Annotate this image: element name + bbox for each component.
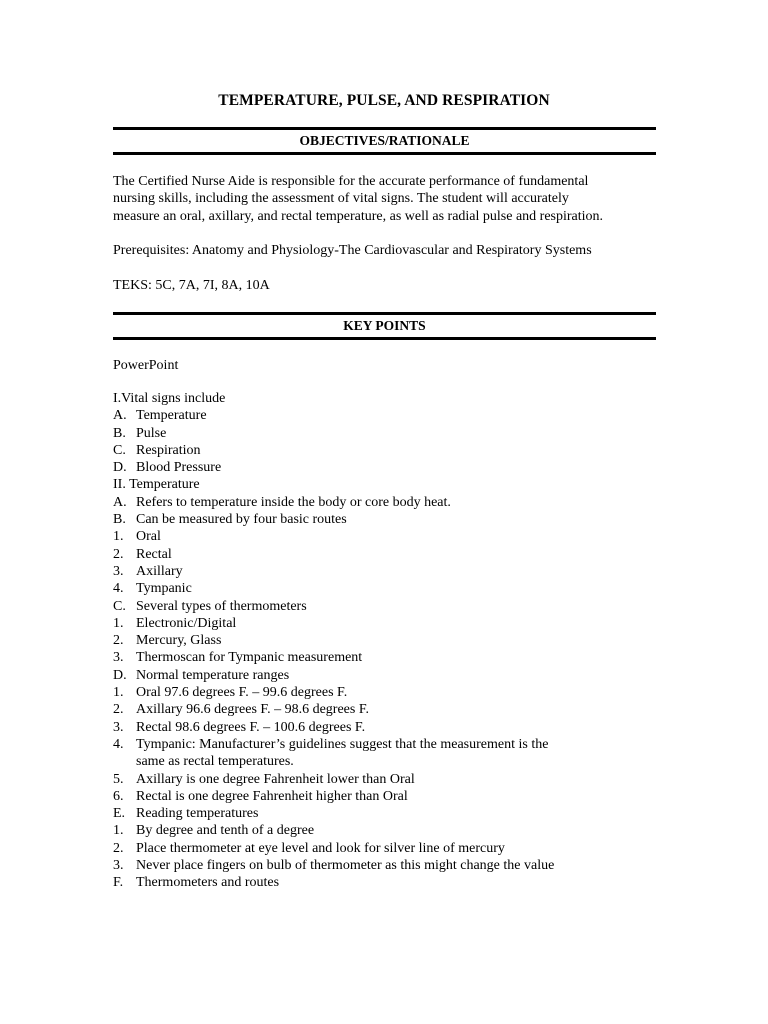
outline-text: Electronic/Digital [136,615,237,631]
objectives-band [113,127,656,155]
outline-item [113,684,658,701]
section-heading-key-points: KEY POINTS [343,318,426,333]
outline-marker: 2. [113,633,124,649]
intro-line: measure an oral, axillary, and rectal temperature, as well as radial pulse and respiration. [113,208,604,224]
outline-item [113,667,658,684]
outline-item [113,649,658,666]
outline-text: By degree and tenth of a degree [136,823,315,839]
outline-marker: A. [113,408,127,424]
outline-item [113,701,658,718]
page-title: TEMPERATURE, PULSE, AND RESPIRATION [218,92,550,109]
outline-marker: 1. [113,529,124,545]
outline-text: II. Temperature [113,477,200,493]
outline-text: Can be measured by four basic routes [136,512,347,528]
outline-text: Never place fingers on bulb of thermometer as this might change the value [136,858,555,874]
outline-text: Mercury, Glass [136,633,222,649]
outline-text: Axillary [136,563,183,579]
outline-item [113,511,658,528]
outline-item [113,632,658,649]
outline-text: Thermometers and routes [136,875,280,891]
outline-marker: 2. [113,840,124,856]
outline-marker: 4. [113,581,124,597]
key-points-outline [113,390,658,892]
outline-item [113,788,658,805]
outline-marker: 1. [113,615,124,631]
outline-text: Tympanic [136,581,192,597]
outline-item [113,494,658,511]
prerequisites-text: Prerequisites: Anatomy and Physiology-The Cardiovascular and Respiratory Systems [113,243,592,258]
outline-marker: D. [113,667,127,683]
teks-text: TEKS: 5C, 7A, 7I, 8A, 10A [113,278,270,293]
outline-text: Axillary is one degree Fahrenheit lower than Oral [136,771,415,787]
outline-item [113,407,658,424]
outline-text: Axillary 96.6 degrees F. – 98.6 degrees F. [136,702,369,718]
outline-text: Tympanic: Manufacturer’s guidelines suggest that the measurement is the [136,736,549,752]
outline-text: Several types of thermometers [136,598,307,614]
outline-marker: 3. [113,563,124,579]
outline-marker: 4. [113,736,124,752]
outline-marker: 3. [113,650,124,666]
outline-text: Normal temperature ranges [136,667,290,683]
outline-marker: 1. [113,823,124,839]
outline-text: Blood Pressure [136,460,222,476]
outline-marker: 2. [113,702,124,718]
powerpoint-label: PowerPoint [113,358,179,373]
outline-text: Respiration [136,442,201,458]
outline-marker: D. [113,460,127,476]
key-points-band [113,312,656,340]
outline-text: Oral [136,529,161,545]
outline-marker: 5. [113,771,124,787]
outline-item [113,580,658,597]
outline-marker: A. [113,494,127,510]
outline-item [113,771,658,788]
outline-item [113,736,658,753]
outline-text: same as rectal temperatures. [136,754,294,770]
outline-marker: 3. [113,719,124,735]
outline-item [113,719,658,736]
outline-text: Rectal [136,546,172,562]
outline-item [113,805,658,822]
outline-text: Oral 97.6 degrees F. – 99.6 degrees F. [136,685,348,701]
outline-item [113,822,658,839]
bottom-rule [113,152,656,155]
outline-item [113,390,658,407]
outline-item [113,857,658,874]
outline-marker: B. [113,425,126,441]
outline-item [113,840,658,857]
outline-item [113,598,658,615]
intro-line: nursing skills, including the assessment of vital signs. The student will accurately [113,191,569,207]
outline-marker: F. [113,875,124,891]
outline-item [113,442,658,459]
outline-text: Reading temperatures [136,806,259,822]
outline-item [113,546,658,563]
outline-item [113,874,658,891]
outline-item [113,476,658,493]
outline-text: Pulse [136,425,167,441]
outline-text: I.Vital signs include [113,391,226,406]
outline-text: Place thermometer at eye level and look for silver line of mercury [136,840,505,856]
outline-item [113,459,658,476]
outline-marker: 3. [113,858,124,874]
outline-marker: E. [113,806,126,822]
outline-item [113,615,658,632]
outline-marker: 2. [113,546,124,562]
outline-text: Refers to temperature inside the body or core body heat. [136,494,451,510]
outline-marker: C. [113,442,126,458]
outline-text: Rectal 98.6 degrees F. – 100.6 degrees F. [136,719,366,735]
outline-marker: 1. [113,685,124,701]
outline-item [113,753,658,770]
outline-text: Temperature [136,408,207,424]
intro-paragraph [113,173,658,225]
outline-marker: C. [113,598,126,614]
outline-item [113,563,658,580]
outline-marker: B. [113,512,126,528]
outline-text: Rectal is one degree Fahrenheit higher than Oral [136,788,408,804]
section-heading-objectives: OBJECTIVES/RATIONALE [299,133,470,148]
bottom-rule [113,337,656,340]
outline-item [113,528,658,545]
outline-marker: 6. [113,788,124,804]
intro-line: The Certified Nurse Aide is responsible for the accurate performance of fundamental [113,174,589,189]
outline-item [113,425,658,442]
outline-text: Thermoscan for Tympanic measurement [136,650,363,666]
